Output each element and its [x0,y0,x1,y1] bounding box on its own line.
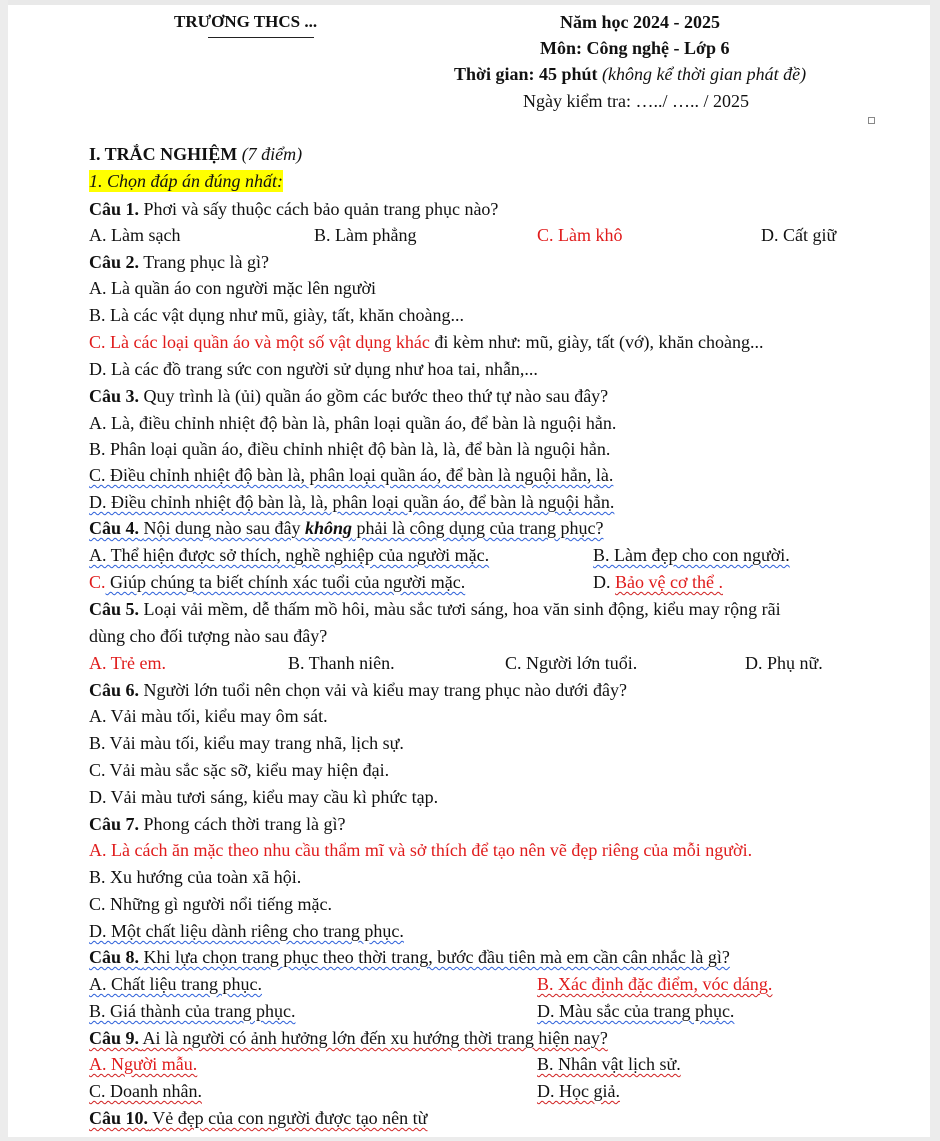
q1-option-c: C. Làm khô [537,225,623,245]
question-text: Ai là người có ảnh hưởng lớn đến xu hướng thời trang hiện nay? [142,1028,608,1048]
question-text: Vẻ đẹp của con người được tạo nên từ [152,1108,428,1128]
q6-option-c: C. Vải màu sắc sặc sỡ, kiểu may hiện đại. [89,760,390,780]
question-text: Phong cách thời trang là gì? [143,814,346,834]
q4-option-d-letter: D. [593,572,615,592]
q6-option-a: A. Vải màu tối, kiểu may ôm sát. [89,706,328,726]
q2-option-d: D. Là các đồ trang sức con người sử dụng như hoa tai, nhẫn,... [89,359,538,379]
q9-option-d: D. Học giả. [537,1081,620,1101]
q3-option-b: B. Phân loại quần áo, điều chỉnh nhiệt độ bàn là, là, để bàn là nguội hẳn. [89,439,611,459]
q5-option-c: C. Người lớn tuổi. [505,653,638,673]
question-text: Người lớn tuổi nên chọn vải và kiểu may trang phục nào dưới đây? [143,680,627,700]
document-page [8,5,930,1137]
section-heading [89,143,302,165]
q6-option-d: D. Vải màu tươi sáng, kiểu may cầu kì phức tạp. [89,787,439,807]
q5-option-a: A. Trẻ em. [89,653,167,673]
question-label: Câu 7. [89,814,140,834]
q9-option-b: B. Nhân vật lịch sử. [537,1054,681,1074]
question-emphasis: không [305,518,353,538]
subject-title: Môn: Công nghệ - Lớp 6 [540,38,730,58]
school-year: Năm học 2024 - 2025 [560,12,720,32]
question-9 [89,1027,608,1049]
question-5 [89,598,781,620]
exam-time [454,63,806,85]
exam-time-note: (không kể thời gian phát đề) [602,64,807,84]
q5-option-d: D. Phụ nữ. [745,653,823,673]
q8-option-a: A. Chất liệu trang phục. [89,974,262,994]
q4-option-c [89,571,465,593]
section-title: I. TRẮC NGHIỆM [89,144,238,164]
question-label: Câu 8. [89,947,140,967]
q7-option-c: C. Những gì người nổi tiếng mặc. [89,894,333,914]
question-text: Nội dung nào sau đây [143,518,305,538]
question-label: Câu 6. [89,680,140,700]
question-7 [89,813,345,835]
q9-option-a: A. Người mẫu. [89,1054,198,1074]
paragraph-marker-icon [868,117,875,124]
question-label: Câu 1. [89,199,140,219]
school-name: TRƯƠNG THCS ... [174,12,318,31]
question-5-continued: dùng cho đối tượng nào sau đây? [89,626,328,646]
q4-option-a: A. Thể hiện được sở thích, nghề nghiệp của người mặc. [89,545,490,565]
question-label: Câu 5. [89,599,140,619]
question-label: Câu 9. [89,1028,140,1048]
question-6 [89,679,627,701]
question-text: Trang phục là gì? [143,252,270,272]
q8-option-c: B. Giá thành của trang phục. [89,1001,296,1021]
question-2 [89,251,269,273]
q5-option-b: B. Thanh niên. [288,653,395,673]
school-underline [208,37,314,38]
exam-date: Ngày kiểm tra: …../ ….. / 2025 [523,91,749,111]
q2-option-c-rest: đi kèm như: mũ, giày, tất (vớ), khăn choàng... [429,332,764,352]
question-3 [89,385,608,407]
window-left-edge [0,0,8,1141]
q2-option-b: B. Là các vật dụng như mũ, giày, tất, khăn choàng... [89,305,464,325]
q4-option-b: B. Làm đẹp cho con người. [593,545,790,565]
q2-option-c [89,331,763,353]
q3-option-c: C. Điều chỉnh nhiệt độ bàn là, phân loại quần áo, để bàn là nguội hẳn, là. [89,465,614,485]
question-label: Câu 4. [89,518,140,538]
q8-option-b: B. Xác định đặc điểm, vóc dáng. [537,974,773,994]
q1-option-d: D. Cất giữ [761,225,837,245]
question-text: Khi lựa chọn trang phục theo thời trang, bước đầu tiên mà em cần cân nhắc là gì? [143,947,730,967]
window-bottom-edge [0,1137,940,1141]
question-text: Loại vải mềm, dễ thấm mồ hôi, màu sắc tươi sáng, hoa văn sinh động, kiểu may rộng rãi [143,599,781,619]
q3-option-d: D. Điều chỉnh nhiệt độ bàn là, là, phân loại quần áo, để bàn là nguội hẳn. [89,492,615,512]
question-4 [89,517,603,539]
question-text: Quy trình là (ủi) quần áo gồm các bước theo thứ tự nào sau đây? [143,386,609,406]
q3-option-a: A. Là, điều chỉnh nhiệt độ bàn là, phân loại quần áo, để bàn là nguội hẳn. [89,413,617,433]
question-8 [89,946,730,968]
question-10 [89,1107,427,1129]
section-points: (7 điểm) [241,144,303,164]
section-instruction: 1. Chọn đáp án đúng nhất: [89,171,284,191]
question-1 [89,198,498,220]
window-right-edge [930,0,940,1141]
q8-option-d: D. Màu sắc của trang phục. [537,1001,735,1021]
q7-option-d: D. Một chất liệu dành riêng cho trang phục. [89,921,404,941]
q7-option-b: B. Xu hướng của toàn xã hội. [89,867,302,887]
question-label: Câu 3. [89,386,140,406]
q1-option-b: B. Làm phẳng [314,225,417,245]
q2-option-c-answer: C. Là các loại quần áo và một số vật dụng khác [89,332,430,352]
question-text-end: phải là công dụng của trang phục? [352,518,604,538]
question-text: Phơi và sấy thuộc cách bảo quản trang phục nào? [143,199,499,219]
q9-option-c: C. Doanh nhân. [89,1081,202,1101]
q7-option-a: A. Là cách ăn mặc theo nhu cầu thẩm mĩ và sở thích để tạo nên vẽ đẹp riêng của mỗi người. [89,840,753,860]
q4-option-c-text: Giúp chúng ta biết chính xác tuổi của người mặc. [105,572,466,592]
q4-option-d [593,571,723,593]
exam-time-label: Thời gian: 45 phút [454,64,598,84]
question-label: Câu 2. [89,252,140,272]
q4-option-c-letter: C. [89,572,106,592]
question-label: Câu 10. [89,1108,149,1128]
q6-option-b: B. Vải màu tối, kiểu may trang nhã, lịch sự. [89,733,404,753]
q4-option-d-text: Bảo vệ cơ thể . [615,572,723,592]
q1-option-a: A. Làm sạch [89,225,181,245]
q2-option-a: A. Là quần áo con người mặc lên người [89,278,376,298]
